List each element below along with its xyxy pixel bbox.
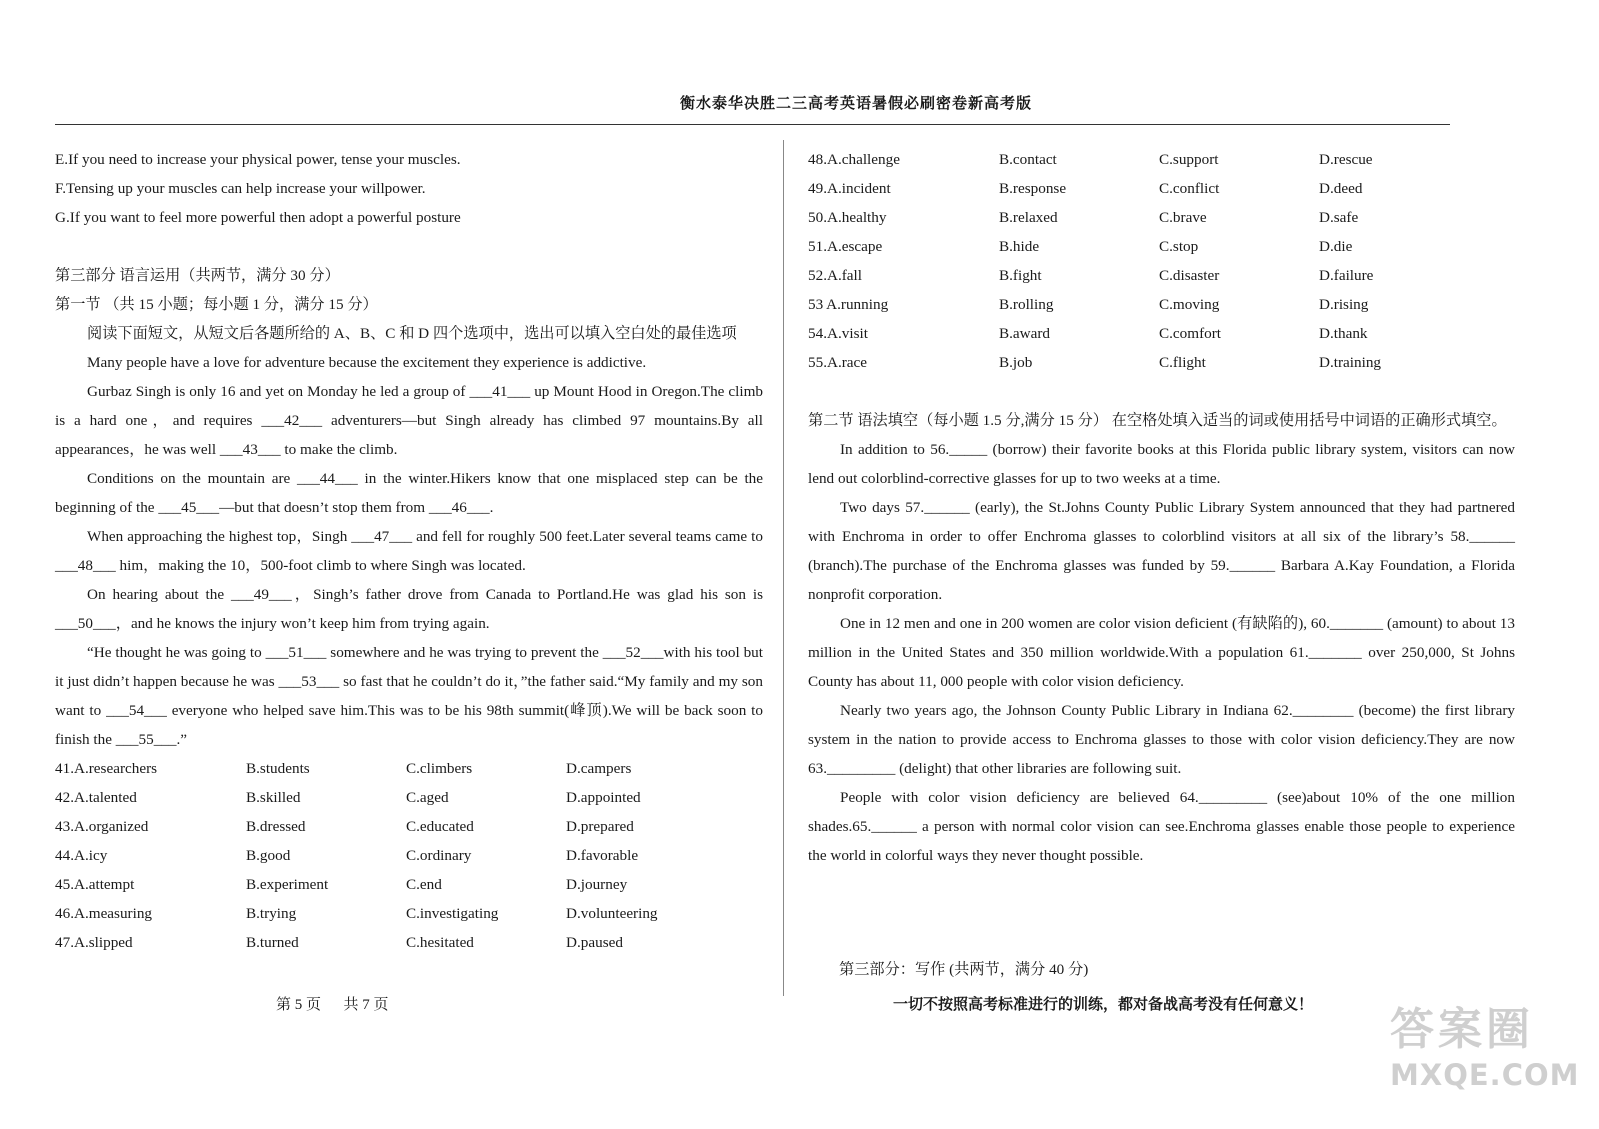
passage-paragraph: On hearing about the ___49___，Singh’s father drove from Canada to Portland.He was glad his son is ___50___，and he knows the injury won’t keep him from trying again. (55, 586, 763, 632)
option-row-52: 52.A.fall B.fight C.disaster D.failure (808, 267, 1374, 284)
option-row-43: 43.A.organized B.dressed C.educated D.prepared (55, 818, 634, 835)
grammar-paragraph: One in 12 men and one in 200 women are color vision deficient (有缺陷的), 60._______ (amount) to about 13 million in the United States and 350 million worldwide.With a population 61._______ over 250,000, St Johns County has about 11, 000 people with color vision deficiency. (808, 615, 1515, 690)
option-row-41: 41.A.researchers B.students C.climbers D.campers (55, 760, 632, 777)
grammar-paragraph: Nearly two years ago, the Johnson County Public Library in Indiana 62.________ (become) the first library system in the nation to provide access to Enchroma glasses to those with color vision deficiency.They are now 63._________ (delight) that other libraries are following suit. (808, 702, 1515, 777)
option-row-47: 47.A.slipped B.turned C.hesitated D.paused (55, 934, 623, 951)
option-row-42: 42.A.talented B.skilled C.aged D.appointed (55, 789, 641, 806)
option-e: E.If you need to increase your physical power, tense your muscles. (55, 151, 461, 168)
passage-paragraph: When approaching the highest top，Singh ___47___ and fell for roughly 500 feet.Later several teams came to ___48___ him，making the 10，500-foot climb to where Singh was located. (55, 528, 763, 574)
grammar-paragraph: In addition to 56._____ (borrow) their favorite books at this Florida public library system, visitors can now lend out colorblind-corrective glasses for up to two weeks at a time. (808, 441, 1515, 487)
passage-paragraph: “He thought he was going to ___51___ somewhere and he was trying to prevent the ___52___with his tool but it just didn’t happen because he was ___53___ so fast that he couldn’t do it，”the father said.“My family and my son want to ___54___ everyone who helped save him.This was to be his 98th summit(峰顶).We will be back soon to finish the ___55___.” (55, 644, 763, 748)
watermark-bottom-text: MXQE.COM (1390, 1058, 1580, 1092)
watermark-logo (1390, 1005, 1585, 1115)
section1-title: 第一节 （共 15 小题；每小题 1 分，满分 15 分） (55, 296, 378, 313)
option-row-55: 55.A.race B.job C.flight D.training (808, 354, 1382, 371)
passage-paragraph: Conditions on the mountain are ___44___ in the winter.Hikers know that one misplaced step can be the beginning of the ___45___—but that doesn’t stop them from ___46___. (55, 470, 763, 516)
left-column (55, 145, 763, 957)
option-row-50: 50.A.healthy B.relaxed C.brave D.safe (808, 209, 1359, 226)
option-row-45: 45.A.attempt B.experiment C.end D.journey (55, 876, 628, 893)
watermark-top-text: 答案圈 (1390, 1004, 1534, 1055)
option-row-54: 54.A.visit B.award C.comfort D.thank (808, 325, 1368, 342)
grammar-paragraph: Two days 57.______ (early), the St.Johns County Public Library System announced that they had partnered with Enchroma in order to offer Enchroma glasses to colorblind visitors at all six of the library’s 58.______ (branch).The purchase of the Enchroma glasses was funded by 59.______ Barbara A.Kay Foundation, a Florida nonprofit corporation. (808, 499, 1515, 603)
section2-title: 第二节 语法填空（每小题 1.5 分,满分 15 分） 在空格处填入适当的词或使用括号中词语的正确形式填空。 (808, 412, 1507, 429)
option-row-48: 48.A.challenge B.contact C.support D.rescue (808, 151, 1373, 168)
option-row-46: 46.A.measuring B.trying C.investigating D.volunteering (55, 905, 658, 922)
passage-paragraph: Gurbaz Singh is only 16 and yet on Monday he led a group of ___41___ up Mount Hood in Oregon.The climb is a hard one，and requires ___42___ adventurers—but Singh already has climbed 97 mountains.By all appearances，he was well ___43___ to make the climb. (55, 383, 763, 458)
page-header-title: 衡水泰华决胜二三高考英语暑假必刷密卷新高考版 (680, 96, 1033, 112)
option-g: G.If you want to feel more powerful then adopt a powerful posture (55, 209, 461, 226)
option-row-51: 51.A.escape B.hide C.stop D.die (808, 238, 1353, 255)
cloze-options-48-55 (808, 145, 1515, 377)
option-row-49: 49.A.incident B.response C.conflict D.deed (808, 180, 1363, 197)
right-column (808, 145, 1515, 870)
option-row-53: 53 A.running B.rolling C.moving D.rising (808, 296, 1369, 313)
footer-slogan: 一切不按照高考标准进行的训练，都对备战高考没有任何意义！ (893, 997, 1314, 1013)
option-f: F.Tensing up your muscles can help increase your willpower. (55, 180, 426, 197)
cloze-options-41-47 (55, 754, 763, 957)
page-number: 第 5 页 共 7 页 (276, 997, 389, 1013)
grammar-paragraph: People with color vision deficiency are believed 64._________ (see)about 10% of the one million shades.65.______ a person with normal color vision can see.Enchroma glasses enable those people to experience the world in colorful ways they never thought possible. (808, 789, 1515, 864)
part3-writing-title: 第三部分：写作 (共两节，满分 40 分) (839, 961, 1089, 978)
part3-title: 第三部分 语言运用（共两节，满分 30 分） (55, 267, 340, 284)
column-divider (783, 140, 784, 996)
option-row-44: 44.A.icy B.good C.ordinary D.favorable (55, 847, 639, 864)
passage-paragraph: Many people have a love for adventure because the excitement they experience is addictive. (87, 354, 647, 371)
header-rule (55, 124, 1450, 125)
cloze-instruction: 阅读下面短文，从短文后各题所给的 A、B、C 和 D 四个选项中，选出可以填入空白处的最佳选项 (87, 325, 737, 342)
